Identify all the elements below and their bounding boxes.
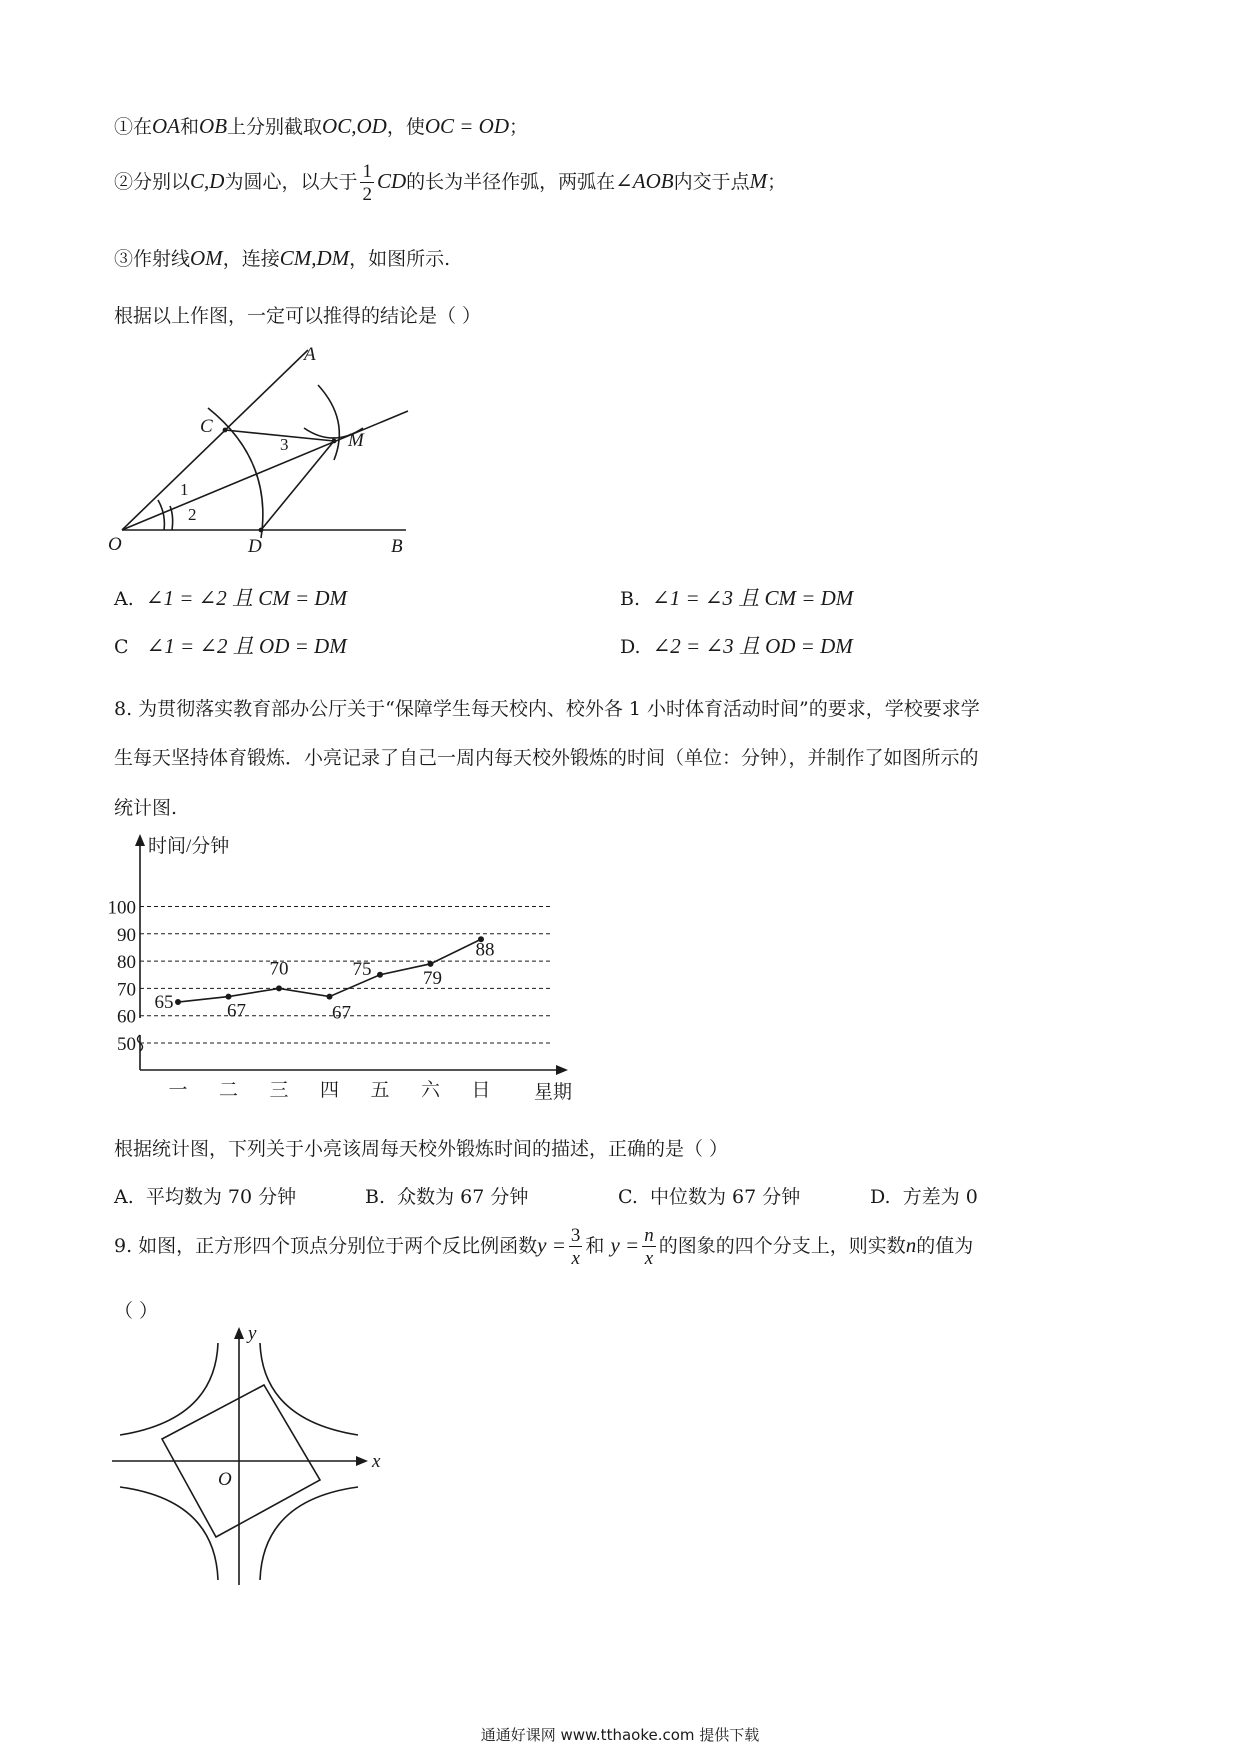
q8-option-c[interactable]: C. 中位数为 67 分钟 — [618, 1186, 801, 1208]
x-tick-6: 日 — [471, 1080, 491, 1101]
segment-dm — [261, 441, 334, 530]
data-point-1 — [226, 994, 232, 1000]
hyperbola-square-figure — [108, 1325, 388, 1590]
step2-text-d: 内交于点 — [673, 171, 750, 193]
data-label-2: 70 — [269, 958, 289, 980]
q7-option-b[interactable]: B. ∠1 = ∠3 且 CM = DM — [620, 586, 854, 610]
step2-cd: C,D — [190, 169, 225, 193]
step1-ob: OB — [199, 114, 228, 138]
x-axis-arrow — [556, 1065, 568, 1075]
x-axis-arrow — [356, 1456, 368, 1466]
step-3 — [114, 244, 450, 271]
eq2-fraction: $\frac{n}{x}$ — [644, 1225, 654, 1269]
var-n: n — [905, 1233, 917, 1257]
x-tick-4: 五 — [370, 1080, 390, 1101]
label-angle-2: 2 — [188, 505, 197, 524]
q8-line-1: 8. 为贯彻落实教育部办公厅关于“保障学生每天校内、校外各 1 小时体育活动时间”的要求，学校要求学 — [114, 698, 980, 720]
point-d — [259, 528, 264, 533]
q8-line-2: 生每天坚持体育锻炼．小亮记录了自己一周内每天校外锻炼的时间（单位：分钟），并制作了如图所示的 — [114, 747, 979, 769]
hyperbola-q3 — [120, 1487, 218, 1580]
q8-option-d[interactable]: D. 方差为 0 — [870, 1186, 978, 1208]
step1-oc-od: OC,OD — [322, 114, 387, 138]
step1-text-a: ①在 — [114, 116, 153, 138]
label-origin: O — [218, 1469, 232, 1490]
eq1-fraction: $\frac{3}{x}$ — [570, 1225, 581, 1269]
step1-text-c: 上分别截取 — [227, 116, 323, 138]
step3-end: ，如图所示. — [349, 248, 451, 270]
label-b: B — [391, 536, 403, 557]
step1-end: ； — [509, 116, 529, 138]
step2-text-a: ②分别以 — [114, 171, 191, 193]
y-tick-70: 70 — [117, 979, 136, 1001]
hyperbola-q1 — [260, 1343, 358, 1435]
x-tick-5: 六 — [420, 1080, 441, 1101]
step3-om: OM — [190, 246, 223, 270]
step3-text-b: ，连接 — [222, 248, 280, 270]
step1-text-b: 和 — [180, 116, 200, 138]
q9-line-2: （ ） — [114, 1300, 159, 1322]
label-y: y — [248, 1325, 257, 1344]
x-tick-2: 三 — [269, 1080, 289, 1101]
y-tick-60: 60 — [117, 1006, 136, 1028]
step2-text-c: 的长为半径作弧，两弧在 — [406, 171, 616, 193]
label-x: x — [372, 1451, 381, 1472]
x-tick-1: 二 — [218, 1080, 239, 1101]
label-a: A — [304, 344, 316, 365]
y-axis-arrow — [135, 834, 145, 846]
point-m — [332, 439, 337, 444]
step-2 — [114, 162, 786, 204]
step2-m: M — [749, 169, 768, 193]
data-point-4 — [377, 972, 383, 978]
x-tick-0: 一 — [168, 1080, 188, 1101]
label-angle-3: 3 — [280, 435, 289, 454]
ray-om — [122, 411, 408, 530]
step3-text-a: ③作射线 — [114, 248, 191, 270]
data-label-3: 67 — [332, 1002, 351, 1024]
q9-line-1: 9. 如图，正方形四个顶点分别位于两个反比例函数y = $\frac{3}{x}$ 和 y = $\frac{n}{x}$ 的图象的四个分支上，则实数n的值为 — [114, 1225, 974, 1269]
step2-cd-seg: CD — [376, 169, 407, 193]
q7-question: 根据以上作图，一定可以推得的结论是（ ） — [114, 305, 482, 327]
eq1-lhs: y = — [537, 1233, 566, 1257]
step-1 — [114, 112, 528, 139]
y-tick-50: 50 — [117, 1034, 136, 1055]
label-m: M — [348, 430, 364, 451]
hyperbola-q4 — [260, 1487, 358, 1580]
x-tick-3: 四 — [319, 1080, 340, 1101]
q8-question: 根据统计图，下列关于小亮该周每天校外锻炼时间的描述，正确的是（ ） — [114, 1138, 729, 1160]
label-d: D — [248, 536, 262, 557]
footer: 通通好课网 www.tthaoke.com 提供下载 — [480, 1726, 760, 1744]
data-point-3 — [327, 994, 333, 1000]
angle-bisector-figure — [108, 340, 428, 560]
point-c — [223, 428, 228, 433]
data-label-6: 88 — [475, 939, 495, 961]
y-tick-90: 90 — [117, 924, 136, 946]
q7-option-c[interactable]: C ∠1 = ∠2 且 OD = DM — [114, 634, 347, 658]
q7-option-a[interactable]: A. ∠1 = ∠2 且 CM = DM — [114, 586, 348, 610]
step2-text-b: 为圆心，以大于 — [224, 171, 358, 193]
q8-option-a[interactable]: A. 平均数为 70 分钟 — [114, 1186, 297, 1208]
step1-text-d: ，使 — [386, 116, 425, 138]
data-label-1: 67 — [227, 1000, 246, 1022]
eq2-lhs: y = — [610, 1233, 640, 1257]
step2-angle: ∠AOB — [615, 169, 674, 193]
step1-oa: OA — [152, 114, 181, 138]
x-axis-label: 星期 — [534, 1082, 573, 1103]
q7-option-d[interactable]: D. ∠2 = ∠3 且 OD = DM — [620, 634, 853, 658]
q8-line-3: 统计图. — [114, 797, 178, 819]
data-label-0: 65 — [154, 992, 174, 1014]
step1-eq: OC = OD — [424, 114, 510, 138]
step3-cm-dm: CM,DM — [279, 246, 350, 270]
hyperbola-q2 — [120, 1343, 218, 1435]
y-axis-arrow — [234, 1327, 244, 1339]
label-c: C — [200, 416, 213, 437]
y-tick-80: 80 — [117, 952, 136, 974]
data-point-5 — [428, 961, 434, 967]
half-fraction: $\frac{1}{2}$ — [362, 161, 372, 205]
data-point-0 — [175, 999, 181, 1005]
q8-option-b[interactable]: B. 众数为 67 分钟 — [365, 1186, 529, 1208]
data-point-2 — [276, 985, 282, 991]
y-axis-label: 时间/分钟 — [148, 836, 230, 857]
data-label-4: 75 — [352, 958, 372, 980]
exercise-line-chart — [108, 830, 608, 1110]
label-o: O — [108, 534, 122, 555]
label-angle-1: 1 — [180, 480, 189, 499]
arc-cd — [208, 408, 263, 538]
y-tick-100: 100 — [108, 897, 136, 919]
step2-end: ； — [767, 171, 787, 193]
data-label-5: 79 — [423, 967, 442, 989]
